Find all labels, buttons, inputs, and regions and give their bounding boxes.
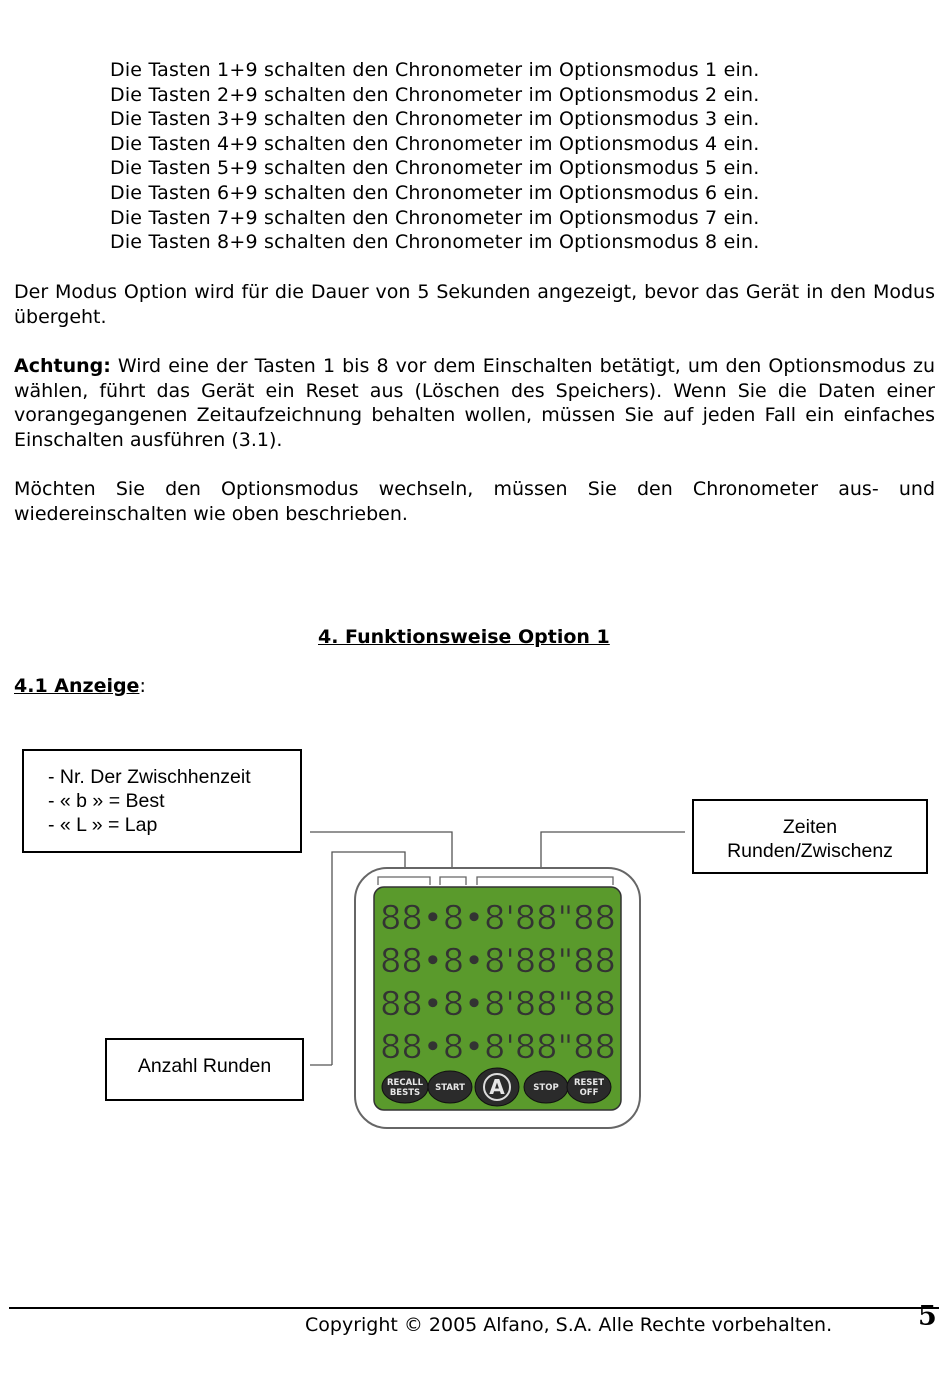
device-button-reset <box>567 1071 611 1103</box>
combination-line: Die Tasten 1+9 schalten den Chronometer im Optionsmodus 1 ein. <box>110 59 760 81</box>
lcd-digit-row: 88•8•8'88"88 <box>380 941 616 980</box>
device-button-label: STOP <box>533 1082 559 1093</box>
device-button-stop <box>524 1071 568 1103</box>
warning-label: Achtung: <box>14 355 111 377</box>
legend-line: - « L » = Lap <box>48 814 158 836</box>
device-button-label: RESET <box>573 1078 605 1088</box>
legend-times <box>692 799 928 874</box>
combination-line: Die Tasten 6+9 schalten den Chronometer im Optionsmodus 6 ein. <box>110 181 760 204</box>
device-button-label: OFF <box>579 1088 599 1098</box>
lcd-digit-row: 88•8•8'88"88 <box>380 898 616 937</box>
legend-split-number <box>22 749 302 853</box>
combination-line: Die Tasten 2+9 schalten den Chronometer im Optionsmodus 2 ein. <box>110 83 760 106</box>
combination-line: Die Tasten 7+9 schalten den Chronometer im Optionsmodus 7 ein. <box>110 206 760 229</box>
subsection-colon: : <box>139 675 146 697</box>
page-number: 5 <box>918 1301 937 1332</box>
combination-line: Die Tasten 3+9 schalten den Chronometer im Optionsmodus 3 ein. <box>110 108 760 131</box>
legend-line: - Nr. Der Zwischhenzeit <box>48 766 251 788</box>
footer-copyright: Copyright © 2005 Alfano, S.A. Alle Rechte vorbehalten. <box>305 1314 833 1336</box>
legend-line: Zeiten <box>782 816 838 838</box>
section-title: 4. Funktionsweise Option 1 <box>318 626 610 648</box>
combination-line: Die Tasten 8+9 schalten den Chronometer im Optionsmodus 8 ein. <box>110 231 760 254</box>
footer-divider <box>9 1307 939 1309</box>
subsection-title: 4.1 Anzeige <box>14 675 140 697</box>
legend-line: Runden/Zwischenz <box>727 840 893 862</box>
device-button-label: BESTS <box>389 1088 421 1098</box>
legend-lap-count <box>105 1038 304 1101</box>
device-button-recall <box>382 1071 428 1103</box>
device-buttons <box>382 1068 611 1106</box>
device-button-label: START <box>435 1082 465 1093</box>
paragraph-switch-mode: Möchten Sie den Optionsmodus wechseln, müssen Sie den Chronometer aus- und wiedereinschalten wie oben beschrieben. <box>14 478 935 525</box>
lcd-digit-row: 88•8•8'88"88 <box>380 984 616 1023</box>
paragraph-mode-display: Der Modus Option wird für die Dauer von 5 Sekunden angezeigt, bevor das Gerät in den Modus übergeht. <box>14 281 935 328</box>
combination-line: Die Tasten 4+9 schalten den Chronometer im Optionsmodus 4 ein. <box>110 132 760 155</box>
legend-line: Anzahl Runden <box>137 1055 272 1077</box>
device-button-label: A <box>489 1075 505 1099</box>
device-button-label: RECALL <box>386 1078 424 1088</box>
device-button-a <box>475 1068 519 1106</box>
lcd-digit-row: 88•8•8'88"88 <box>380 1027 616 1066</box>
legend-line: - « b » = Best <box>48 790 165 812</box>
warning-text: Wird eine der Tasten 1 bis 8 vor dem Einschalten betätigt, um den Optionsmodus zu wählen, führt das Gerät ein Reset aus (Löschen des Speichers). Wenn Sie die Daten einer vorangegangenen Zeitaufzeichnung behalten wollen, müssen Sie auf jeden Fall ein einfaches Einschalten ausführen (3.1). <box>14 355 935 451</box>
device-button-start <box>428 1071 472 1103</box>
combination-line: Die Tasten 5+9 schalten den Chronometer im Optionsmodus 5 ein. <box>110 157 760 180</box>
